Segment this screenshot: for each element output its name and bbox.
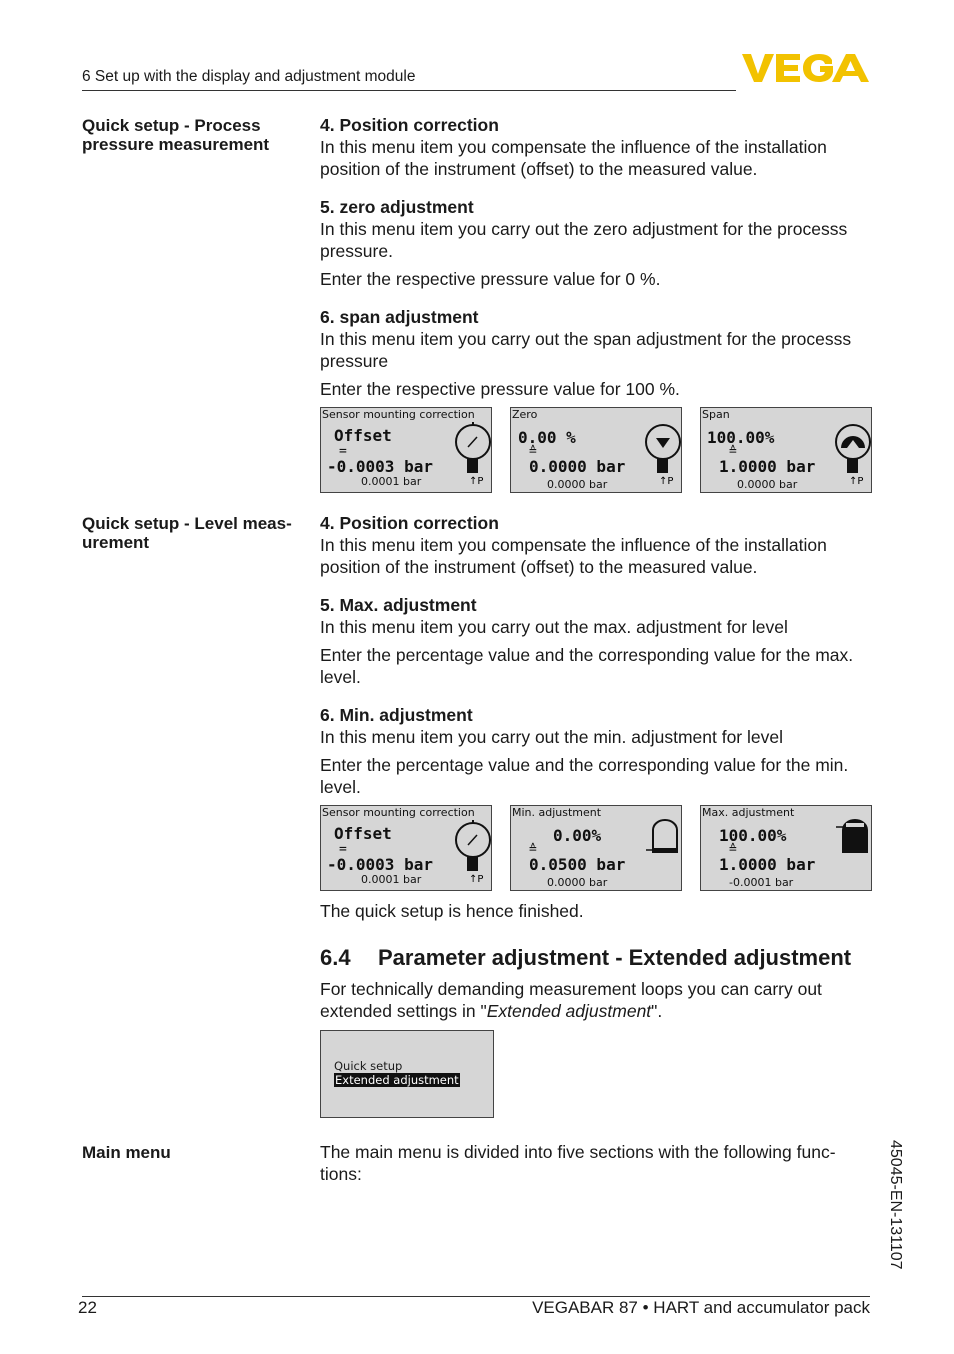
lcd-title: Sensor mounting correction — [322, 806, 475, 819]
svg-text:↑P: ↑P — [849, 476, 864, 487]
item-title: 6. span adjustment — [320, 307, 479, 327]
lcd-eq: ≙ — [729, 444, 737, 459]
lcd-eq: ≙ — [529, 444, 537, 459]
lcd-span — [700, 407, 872, 493]
item-paragraph: In this menu item you carry out the span adjustment for the processs pressure — [320, 329, 852, 371]
lcd-line2: 0.0500 bar — [529, 855, 626, 874]
item-paragraph: In this menu item you compensate the influence of the installation position of the instrument (offset) to the measured value. — [320, 535, 827, 577]
lcd-zero — [510, 407, 682, 493]
lcd-line2: 0.0000 bar — [529, 457, 626, 476]
lcd-line3: -0.0001 bar — [729, 876, 794, 889]
process-item — [320, 114, 880, 180]
lcd-title: Zero — [512, 408, 538, 421]
lcd-eq: ≙ — [729, 842, 737, 857]
level-item — [320, 704, 880, 798]
lcd-menu — [320, 1030, 494, 1118]
item-paragraph: In this menu item you compensate the influence of the installation position of the instrument (offset) to the measured value. — [320, 137, 827, 179]
lcd-line3: 0.0001 bar — [361, 873, 422, 886]
svg-text:↑P: ↑P — [659, 476, 674, 487]
lcd-line2: -0.0003 bar — [327, 457, 433, 476]
section-heading — [320, 945, 851, 971]
tank-max-icon — [833, 818, 871, 858]
item-title: 4. Position correction — [320, 115, 499, 135]
document-id: 45045-EN-131107 — [887, 1140, 904, 1270]
process-side-label: Quick setup - Process pressure measurement — [82, 116, 270, 154]
level-item — [320, 594, 880, 688]
level-item — [320, 512, 880, 578]
footer-rule — [82, 1296, 870, 1297]
level-items — [320, 512, 880, 798]
lcd-sensor-mounting-correction — [320, 407, 492, 493]
item-paragraph: Enter the percentage value and the corresponding value for the min. level. — [320, 755, 849, 797]
intro-italic: Extended adjustment — [486, 1001, 652, 1021]
section-intro — [320, 978, 860, 1022]
svg-text:↑P: ↑P — [469, 476, 484, 487]
lcd-line3: 0.0000 bar — [737, 478, 798, 491]
lcd-line3: 0.0000 bar — [547, 478, 608, 491]
item-paragraph: In this menu item you carry out the min. adjustment for level — [320, 727, 783, 747]
item-paragraph: In this menu item you carry out the zero adjustment for the processs pressure. — [320, 219, 848, 261]
item-paragraph: In this menu item you carry out the max. adjustment for level — [320, 617, 788, 637]
intro-text-end: ". — [651, 1001, 663, 1021]
item-paragraph: Enter the respective pressure value for 0 %. — [320, 269, 661, 289]
item-paragraph: Enter the respective pressure value for 100 %. — [320, 379, 680, 399]
product-name: VEGABAR 87 • HART and accumulator pack — [532, 1298, 870, 1317]
item-title: 5. zero adjustment — [320, 197, 474, 217]
page-number: 22 — [78, 1298, 97, 1317]
item-paragraph: Enter the percentage value and the corresponding value for the max. level. — [320, 645, 854, 687]
menu-item-extended-adjustment[interactable]: Extended adjustment — [335, 1073, 459, 1087]
process-item — [320, 196, 880, 290]
vega-logo — [742, 52, 872, 84]
lcd-line1: Offset — [334, 426, 392, 445]
process-item — [320, 306, 880, 400]
process-items — [320, 114, 880, 400]
lcd-title: Sensor mounting correction — [322, 408, 475, 421]
gauge-offset-icon — [451, 816, 493, 886]
main-menu-text: The main menu is divided into five sections with the following func- tions: — [320, 1142, 836, 1184]
lcd-title: Max. adjustment — [702, 806, 795, 819]
section-number: 6.4 — [320, 945, 351, 970]
lcd-sensor-mounting-correction — [320, 805, 492, 891]
chapter-header: 6 Set up with the display and adjustment module — [82, 68, 416, 85]
lcd-line3: 0.0001 bar — [361, 475, 422, 488]
lcd-title: Min. adjustment — [512, 806, 602, 819]
lcd-line1: Offset — [334, 824, 392, 843]
lcd-line1: 0.00% — [553, 826, 602, 845]
tank-min-icon — [643, 818, 681, 858]
menu-item-quick-setup[interactable]: Quick setup — [334, 1059, 403, 1073]
lcd-line2: -0.0003 bar — [327, 855, 433, 874]
gauge-span-icon — [831, 418, 873, 488]
lcd-line2: 1.0000 bar — [719, 457, 816, 476]
lcd-line1: 0.00 % — [518, 428, 576, 447]
item-title: 5. Max. adjustment — [320, 595, 477, 615]
lcd-line1: 100.00% — [719, 826, 787, 845]
lcd-max-adjustment — [700, 805, 872, 891]
lcd-eq: = — [339, 444, 347, 459]
lcd-min-adjustment — [510, 805, 682, 891]
quick-setup-finished: The quick setup is hence finished. — [320, 901, 584, 921]
lcd-line2: 1.0000 bar — [719, 855, 816, 874]
lcd-title: Span — [702, 408, 730, 421]
item-title: 6. Min. adjustment — [320, 705, 473, 725]
gauge-zero-icon — [641, 418, 683, 488]
lcd-eq: = — [339, 842, 347, 857]
section-title: Parameter adjustment - Extended adjustment — [378, 945, 852, 970]
header-rule — [82, 90, 736, 91]
lcd-line3: 0.0000 bar — [547, 876, 608, 889]
lcd-eq: ≙ — [529, 842, 537, 857]
main-menu-side-label: Main menu — [82, 1143, 171, 1162]
gauge-offset-icon — [451, 418, 493, 488]
intro-text: For technically demanding measurement loops you can carry out extended settings in " — [320, 979, 822, 1021]
item-title: 4. Position correction — [320, 513, 499, 533]
svg-text:↑P: ↑P — [469, 874, 484, 885]
level-side-label: Quick setup - Level meas- urement — [82, 514, 292, 552]
lcd-line1: 100.00% — [707, 428, 775, 447]
